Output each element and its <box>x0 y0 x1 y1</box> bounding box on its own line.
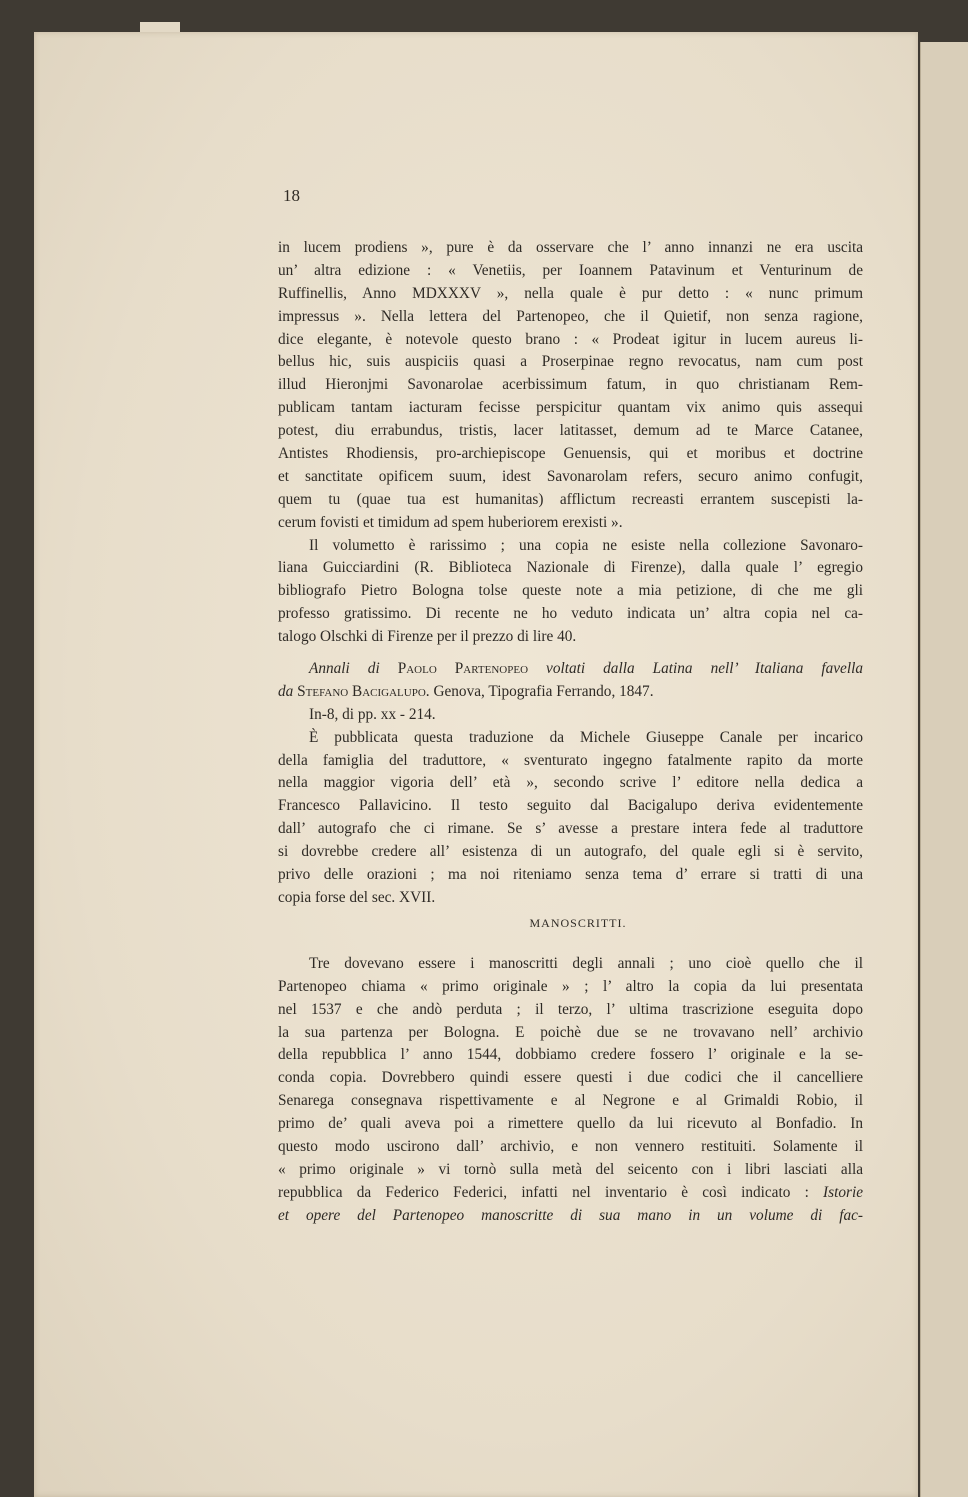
text-line: Antistes Rhodiensis, pro-archiepiscope Genuensis, qui et moribus et doctrine <box>278 445 863 463</box>
text-line: et sanctitate opificem suum, idest Savonarolam refers, securo animo confugit, <box>278 467 863 485</box>
text-line: della repubblica l’ anno 1544, dobbiamo credere fossero l’ originale e la se- <box>278 1046 863 1064</box>
bibliographic-entry <box>278 658 863 727</box>
text-line: publicam tantam iacturam fecisse perspicitur quantam vix animo quis assequi <box>278 399 863 417</box>
text-line: bibliografo Pietro Bologna tolse queste note a mia petizione, di che me gli <box>278 582 863 600</box>
text-line: la sua partenza per Bologna. E poichè due se ne trovavano nell’ archivio <box>278 1023 863 1041</box>
paragraph-volumetto <box>278 535 863 649</box>
text-line: nella maggior vigoria dell’ età », secondo scrive l’ editore nella dedica a <box>278 774 863 792</box>
facing-page-edge <box>920 42 968 1497</box>
text-line: Senarega consegnava rispettivamente e al Negrone e al Grimaldi Robio, il <box>278 1092 863 1110</box>
text-line: Francesco Pallavicino. Il testo seguito dal Bacigalupo deriva evidentemente <box>278 797 863 815</box>
text-line: È pubblicata questa traduzione da Michele Giuseppe Canale per incarico <box>309 728 863 746</box>
text-line: dall’ autografo che ci rimane. Se s’ avesse a prestare intera fede al traduttore <box>278 820 863 838</box>
title-italic: Istorie <box>823 1183 863 1201</box>
entry-title-line <box>278 658 863 681</box>
paragraph-continuation <box>278 237 863 535</box>
paragraph-manoscritti <box>278 953 863 1228</box>
text-fragment: repubblica da Federico Federici, infatti nel inventario è così indicato : <box>278 1183 809 1201</box>
page-text <box>278 237 863 1228</box>
entry-format: In-8, di pp. xx - 214. <box>309 705 436 723</box>
text-line: dice elegante, è notevole questo brano : « Prodeat igitur in lucem aureus li- <box>278 330 863 348</box>
text-line: Tre dovevano essere i manoscritti degli annali ; uno cioè quello che il <box>309 954 863 972</box>
page-number: 18 <box>283 186 300 205</box>
text-line: questo modo uscirono dall’ archivio, e non vennero restituiti. Solamente il <box>278 1137 863 1155</box>
entry-imprint-line <box>278 681 863 704</box>
text-line: Il volumetto è rarissimo ; una copia ne esiste nella collezione Savonaro- <box>309 536 863 554</box>
entry-italic: da <box>278 682 294 700</box>
section-heading: MANOSCRITTI. <box>529 915 627 930</box>
entry-author: Paolo Partenopeo <box>397 660 529 678</box>
text-line: della famiglia del traduttore, « sventurato ingegno fatalmente rapito da morte <box>278 751 863 769</box>
text-line: illud Hieronjmi Savonarolae acerbissimum fatum, in quo christianam Rem- <box>278 376 863 394</box>
text-line: professo gratissimo. Di recente ne ho veduto indicata un’ altra copia nel ca- <box>278 605 863 623</box>
text-line: bellus hic, suis auspiciis quasi a Proserpinae regno revocatus, nam cum post <box>278 353 863 371</box>
entry-imprint: . Genova, Tipografia Ferrando, 1847. <box>425 682 654 700</box>
text-line: quem tu (quae tua est humanitas) afflictum recreasti errantem suscepisti la- <box>278 490 863 508</box>
text-line: « primo originale » vi tornò sulla metà del seicento con i libri lasciati alla <box>278 1160 863 1178</box>
text-line: conda copia. Dovrebbero quindi essere questi i due codici che il cancelliere <box>278 1069 863 1087</box>
text-line: un’ altra edizione : « Venetiis, per Ioannem Patavinum et Venturinum de <box>278 261 863 279</box>
paragraph-traduzione <box>278 727 863 910</box>
page-corner <box>140 22 180 32</box>
text-line: impressus ». Nella lettera del Partenopeo, che il Quietif, non senza ragione, <box>278 307 863 325</box>
text-line: nel 1537 e che andò perduta ; il terzo, l’ ultima trascrizione eseguita dopo <box>278 1000 863 1018</box>
text-line: et opere del Partenopeo manoscritte di sua mano in un volume di fac- <box>278 1206 863 1224</box>
entry-italic: voltati dalla Latina nell’ Italiana favella <box>546 660 863 678</box>
text-line: Partenopeo chiama « primo originale » ; l’ altro la copia da lui presentata <box>278 977 863 995</box>
text-line: primo de’ quali aveva poi a rimettere quello da lui ricevuto al Bonfadio. In <box>278 1115 863 1133</box>
text-line: liana Guicciardini (R. Biblioteca Nazionale di Firenze), dalla quale l’ egregio <box>278 559 863 577</box>
entry-translator: Stefano Bacigalupo <box>297 682 426 700</box>
text-line: privo delle orazioni ; ma noi riteniamo senza tema d’ errare si tratti di una <box>278 866 863 884</box>
entry-italic: Annali di <box>309 660 380 678</box>
text-line: potest, diu errabundus, tristis, lacer latitasset, demum ad te Marce Catanee, <box>278 422 863 440</box>
text-line: talogo Olschki di Firenze per il prezzo di lire 40. <box>278 628 577 646</box>
text-line: in lucem prodiens », pure è da osservare che l’ anno innanzi ne era uscita <box>278 239 863 256</box>
text-line: si dovrebbe credere all’ esistenza di un autografo, del quale egli si è servito, <box>278 843 863 861</box>
text-line-with-title <box>278 1182 863 1205</box>
text-line: cerum fovisti et timidum ad spem huberiorem erexisti ». <box>278 513 623 531</box>
text-line: copia forse del sec. XVII. <box>278 888 436 906</box>
text-line: Ruffinellis, Anno MDXXXV », nella quale è pur detto : « nunc primum <box>278 284 863 302</box>
